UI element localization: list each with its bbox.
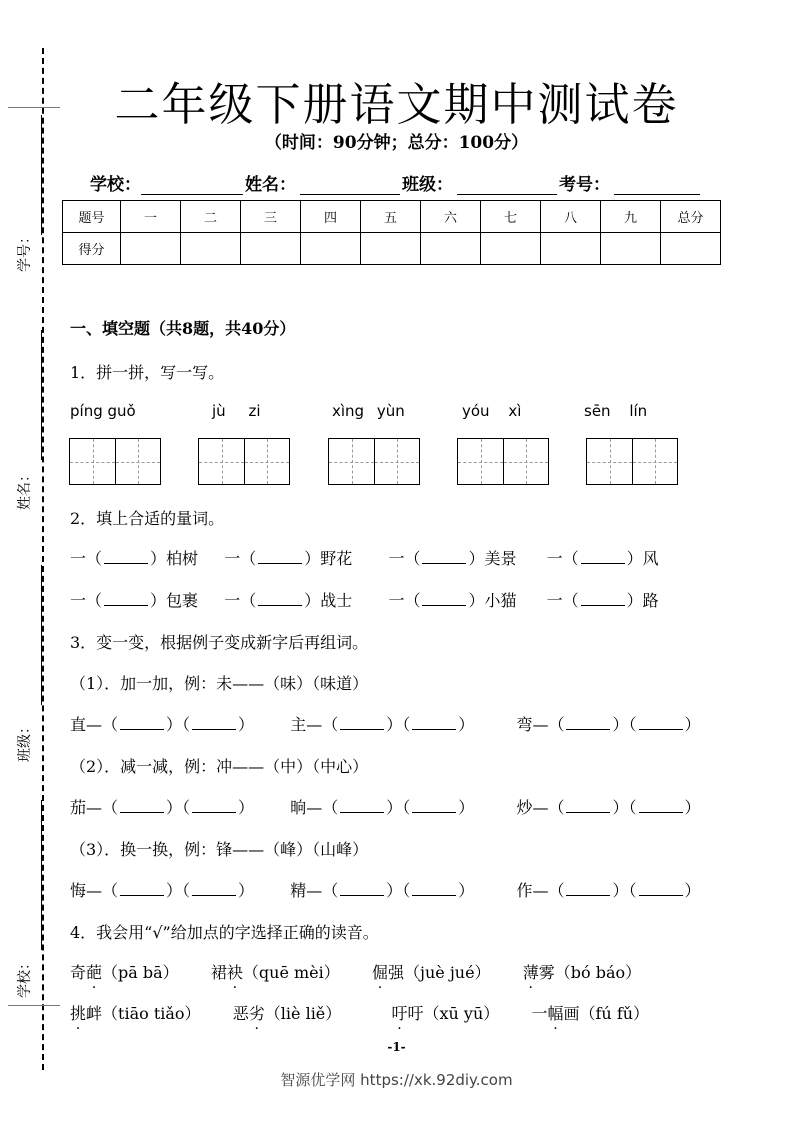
binding-dashed-line [42, 48, 44, 1070]
score-table [62, 200, 721, 265]
text: 一（ [70, 591, 103, 610]
table-cell: 总分 [661, 201, 721, 233]
word-item [233, 1004, 342, 1023]
pinyin-label: xìng yùn [332, 402, 405, 420]
grid-cell[interactable] [329, 439, 374, 484]
score-cell[interactable] [541, 233, 601, 265]
text: ）（ [386, 798, 411, 817]
word-item [211, 963, 340, 982]
text: 一（ [224, 549, 257, 568]
text: ）战士 [304, 591, 353, 610]
answer-blank[interactable] [340, 800, 384, 813]
text: 炒—（ [516, 798, 565, 817]
score-cell[interactable] [121, 233, 181, 265]
margin-label-name: 姓名： [17, 468, 33, 510]
grid-cell[interactable] [199, 439, 244, 484]
text: ）包裹 [150, 591, 199, 610]
exam-number-field[interactable] [614, 178, 700, 195]
pronunciation-row [70, 1001, 649, 1024]
grid-cell[interactable] [374, 439, 419, 484]
text: 直—（ [70, 715, 119, 734]
pinyin-label: píng guǒ [70, 402, 136, 420]
text: ） [684, 798, 701, 817]
reading-options[interactable]: （fú fǔ） [579, 1004, 650, 1023]
table-cell: 五 [361, 201, 421, 233]
answer-blank[interactable] [104, 551, 148, 564]
text: 一 [531, 1004, 548, 1023]
answer-blank[interactable] [639, 717, 683, 730]
text: ）（ [166, 798, 191, 817]
answer-blank[interactable] [412, 800, 456, 813]
text: 一（ [388, 549, 421, 568]
text: 一（ [224, 591, 257, 610]
score-table-score-row [63, 233, 721, 265]
text: 一（ [388, 591, 421, 610]
text: 雾 [538, 963, 555, 982]
text: 画 [563, 1004, 580, 1023]
word-change-row [70, 712, 701, 735]
reading-options[interactable]: （xū yū） [423, 1004, 500, 1023]
text: 强 [387, 963, 404, 982]
table-cell: 三 [241, 201, 301, 233]
text: 恶 [232, 1004, 249, 1023]
pronunciation-row [70, 960, 641, 983]
answer-blank[interactable] [566, 800, 610, 813]
text: ） [458, 715, 475, 734]
reading-options[interactable]: （bó báo） [554, 963, 642, 982]
text: ）（ [166, 881, 191, 900]
answer-blank[interactable] [258, 593, 302, 606]
answer-blank[interactable] [422, 593, 466, 606]
pinyin-label: yóu xì [462, 402, 522, 420]
class-field[interactable] [457, 178, 557, 195]
text: ）（ [612, 715, 637, 734]
answer-blank[interactable] [566, 883, 610, 896]
margin-divider [8, 1005, 60, 1006]
writing-grid[interactable] [457, 438, 549, 485]
table-cell: 四 [301, 201, 361, 233]
answer-blank[interactable] [412, 717, 456, 730]
reading-options[interactable]: （quē mèi） [242, 963, 340, 982]
name-field[interactable] [300, 178, 400, 195]
text: 悔—（ [70, 881, 119, 900]
question-3-prompt: 3．变一变，根据例子变成新字后再组词。 [70, 633, 369, 652]
word-item [523, 963, 641, 982]
text: ）美景 [468, 549, 517, 568]
answer-blank[interactable] [566, 717, 610, 730]
answer-blank[interactable] [639, 800, 683, 813]
exam-time-score: （时间：90分钟；总分：100分） [264, 133, 529, 153]
writing-grid[interactable] [328, 438, 420, 485]
text: ） [458, 798, 475, 817]
score-table-header-row [63, 201, 721, 233]
text: 吁 [407, 1004, 424, 1023]
measure-word-row [70, 588, 659, 611]
word-item [70, 1004, 201, 1023]
text: ）风 [626, 549, 659, 568]
grid-cell[interactable] [458, 439, 503, 484]
text: ） [684, 715, 701, 734]
text: 弯—（ [516, 715, 565, 734]
score-cell[interactable] [601, 233, 661, 265]
pinyin-label: sēn lín [584, 402, 648, 420]
table-cell: 六 [421, 201, 481, 233]
dotted-char: 倔 [371, 963, 388, 982]
exam-number-label: 考号： [559, 175, 610, 195]
page-number: -1- [387, 1040, 406, 1054]
score-cell[interactable] [181, 233, 241, 265]
answer-blank[interactable] [340, 717, 384, 730]
text: ）柏树 [150, 549, 199, 568]
section-heading: 一、填空题（共8题，共40分） [70, 319, 296, 338]
text: ）（ [386, 715, 411, 734]
grid-cell[interactable] [115, 439, 160, 484]
text: 作—（ [516, 881, 565, 900]
text: ）（ [166, 715, 191, 734]
class-label: 班级： [402, 175, 453, 195]
reading-options[interactable]: （pā bā） [102, 963, 179, 982]
table-cell: 题号 [63, 201, 121, 233]
score-cell[interactable] [241, 233, 301, 265]
text: 晌—（ [290, 798, 339, 817]
score-cell[interactable] [421, 233, 481, 265]
grid-cell[interactable] [587, 439, 632, 484]
text: ）（ [386, 881, 411, 900]
text: ） [238, 881, 255, 900]
school-field[interactable] [141, 178, 243, 195]
dotted-char: 幅 [547, 1004, 564, 1023]
text: ）野花 [304, 549, 353, 568]
text: ） [684, 881, 701, 900]
table-cell: 八 [541, 201, 601, 233]
answer-blank[interactable] [581, 551, 625, 564]
answer-blank[interactable] [104, 593, 148, 606]
pinyin-label: jù zi [212, 402, 261, 420]
question-4-prompt: 4．我会用“√”给加点的字选择正确的读音。 [70, 923, 379, 942]
reading-options[interactable]: （tiāo tiǎo） [102, 1004, 201, 1023]
text: ）（ [612, 798, 637, 817]
dotted-char: 葩 [86, 963, 103, 982]
text: ）（ [612, 881, 637, 900]
student-info-row [90, 170, 702, 195]
answer-blank[interactable] [581, 593, 625, 606]
text: 衅 [86, 1004, 103, 1023]
margin-rule [41, 800, 42, 950]
text: 茄—（ [70, 798, 119, 817]
dotted-char: 袂 [226, 963, 243, 982]
answer-blank[interactable] [422, 551, 466, 564]
question-3-part-2: （2）．减一减，例：冲——（中）（中心） [70, 757, 369, 776]
word-item [372, 963, 491, 982]
dotted-char: 薄 [522, 963, 539, 982]
table-cell: 二 [181, 201, 241, 233]
name-label: 姓名： [245, 175, 296, 195]
answer-blank[interactable] [639, 883, 683, 896]
answer-blank[interactable] [258, 551, 302, 564]
grid-cell[interactable] [70, 439, 115, 484]
reading-options[interactable]: （juè jué） [404, 963, 491, 982]
school-label: 学校： [90, 175, 141, 195]
table-cell: 一 [121, 201, 181, 233]
page-title: 二年级下册语文期中测试卷 [114, 78, 679, 131]
answer-blank[interactable] [120, 800, 164, 813]
measure-word-row [70, 546, 659, 569]
margin-label-class: 班级： [17, 720, 33, 762]
dotted-char: 吁 [391, 1004, 408, 1023]
score-cell[interactable] [361, 233, 421, 265]
answer-blank[interactable] [192, 717, 236, 730]
text: 一（ [546, 549, 579, 568]
score-cell[interactable] [301, 233, 361, 265]
answer-blank[interactable] [340, 883, 384, 896]
writing-grid[interactable] [69, 438, 161, 485]
grid-cell[interactable] [632, 439, 677, 484]
question-1-prompt: 1．拼一拼，写一写。 [70, 363, 225, 382]
word-change-row [70, 795, 701, 818]
margin-label-student-id: 学号： [17, 230, 33, 272]
answer-blank[interactable] [192, 800, 236, 813]
margin-rule [41, 330, 42, 460]
word-change-row [70, 878, 701, 901]
score-cell[interactable] [661, 233, 721, 265]
dotted-char: 挑 [70, 1004, 87, 1023]
text: 一（ [70, 549, 103, 568]
answer-blank[interactable] [192, 883, 236, 896]
score-cell[interactable] [481, 233, 541, 265]
question-3-part-3: （3）．换一换，例：锋——（峰）（山峰） [70, 840, 369, 859]
word-item [531, 1004, 649, 1023]
footer-watermark: 智源优学网 https://xk.92diy.com [280, 1071, 513, 1089]
text: 奇 [70, 963, 87, 982]
text: ） [238, 715, 255, 734]
word-item [70, 963, 179, 982]
answer-blank[interactable] [412, 883, 456, 896]
text: ）路 [626, 591, 659, 610]
reading-options[interactable]: （liè liě） [264, 1004, 342, 1023]
grid-cell[interactable] [244, 439, 289, 484]
text: 一（ [546, 591, 579, 610]
word-item [391, 1004, 499, 1023]
dotted-char: 劣 [248, 1004, 265, 1023]
question-2-prompt: 2．填上合适的量词。 [70, 509, 225, 528]
text: ） [458, 881, 475, 900]
text: ） [238, 798, 255, 817]
margin-label-school: 学校： [17, 956, 33, 998]
table-cell: 得分 [63, 233, 121, 265]
text: 主—（ [290, 715, 339, 734]
grid-cell[interactable] [503, 439, 548, 484]
writing-grid[interactable] [198, 438, 290, 485]
answer-blank[interactable] [120, 717, 164, 730]
answer-blank[interactable] [120, 883, 164, 896]
table-cell: 七 [481, 201, 541, 233]
text: 精—（ [290, 881, 339, 900]
question-3-part-1: （1）．加一加，例：未——（味）（味道） [70, 674, 369, 693]
text: ）小猫 [468, 591, 517, 610]
text: 裙 [210, 963, 227, 982]
table-cell: 九 [601, 201, 661, 233]
writing-grid[interactable] [586, 438, 678, 485]
margin-rule [41, 565, 42, 705]
